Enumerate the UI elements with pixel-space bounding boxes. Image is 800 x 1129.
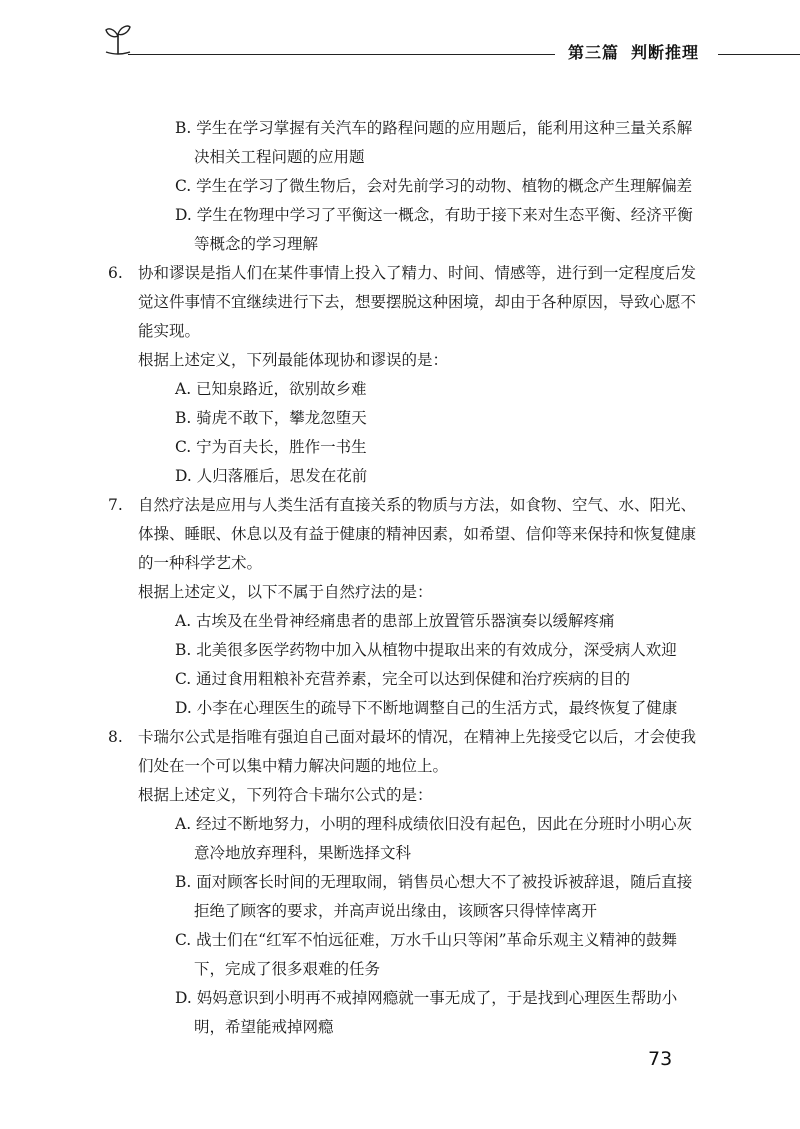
header-section: 判断推理 (631, 43, 700, 62)
option-b: B. 面对顾客长时间的无理取闹，销售员心想大不了被投诉被辞退，随后直接拒绝了顾客的要求，并高声说出缘由，该顾客只得悻悻离开 (175, 873, 693, 920)
header-part: 第三篇 (568, 43, 620, 62)
question-stem: 自然疗法是应用与人类生活有直接关系的物质与方法，如食物、空气、水、阳光、体操、睡眠、休息以及有益于健康的精神因素，如希望、信仰等来保持和恢复健康的一种科学艺术。 (138, 496, 697, 572)
question-5-continued (106, 114, 706, 259)
header-title (568, 40, 699, 63)
question-stem: 协和谬误是指人们在某件事情上投入了精力、时间、情感等，进行到一定程度后发觉这件事情不宜继续进行下去，想要摆脱这种困境，却由于各种原因，导致心愿不能实现。 (138, 264, 697, 340)
page-header (0, 0, 800, 80)
option-b: B. 骑虎不敢下，攀龙忽堕天 (175, 409, 367, 427)
question-number: 6. (108, 264, 123, 282)
option-b: B. 北美很多医学药物中加入从植物中提取出来的有效成分，深受病人欢迎 (175, 641, 677, 659)
option-c: C. 战士们在“红军不怕远征难，万水千山只等闲”革命乐观主义精神的鼓舞下，完成了很多艰难的任务 (175, 931, 678, 978)
option-d: D. 人归落雁后，思发在花前 (175, 467, 368, 485)
option-5d: D. 学生在物理中学习了平衡这一概念，有助于接下来对生态平衡、经济平衡等概念的学习理解 (175, 206, 693, 253)
option-a: A. 古埃及在坐骨神经痛患者的患部上放置管乐器演奏以缓解疼痛 (175, 612, 615, 630)
option-c: C. 宁为百夫长，胜作一书生 (175, 438, 367, 456)
question-stem: 卡瑞尔公式是指唯有强迫自己面对最坏的情况，在精神上先接受它以后，才会使我们处在一个可以集中精力解决问题的地位上。 (138, 728, 697, 775)
option-d: D. 妈妈意识到小明再不戒掉网瘾就一事无成了，于是找到心理医生帮助小明，希望能戒掉网瘾 (175, 989, 678, 1036)
question-number: 7. (108, 496, 123, 514)
header-rule-left (128, 54, 555, 55)
page-content (106, 114, 706, 1042)
sprout-icon (104, 22, 132, 56)
option-5b: B. 学生在学习掌握有关汽车的路程问题的应用题后，能利用这种三量关系解决相关工程问题的应用题 (175, 119, 693, 166)
question-number: 8. (108, 728, 123, 746)
question-6 (106, 259, 706, 491)
question-prompt: 根据上述定义，下列最能体现协和谬误的是： (138, 351, 449, 369)
option-5c: C. 学生在学习了微生物后，会对先前学习的动物、植物的概念产生理解偏差 (175, 177, 693, 195)
question-8 (106, 723, 706, 1042)
option-c: C. 通过食用粗粮补充营养素，完全可以达到保健和治疗疾病的目的 (175, 670, 631, 688)
option-a: A. 经过不断地努力，小明的理科成绩依旧没有起色，因此在分班时小明心灰意冷地放弃理科，果断选择文科 (175, 815, 693, 862)
question-prompt: 根据上述定义，下列符合卡瑞尔公式的是： (138, 786, 433, 804)
option-d: D. 小李在心理医生的疏导下不断地调整自己的生活方式，最终恢复了健康 (175, 699, 678, 717)
header-rule-right (718, 54, 800, 55)
question-prompt: 根据上述定义，以下不属于自然疗法的是： (138, 583, 433, 601)
question-7 (106, 491, 706, 723)
page-number: 73 (648, 1048, 673, 1070)
option-a: A. 已知泉路近，欲别故乡难 (175, 380, 367, 398)
